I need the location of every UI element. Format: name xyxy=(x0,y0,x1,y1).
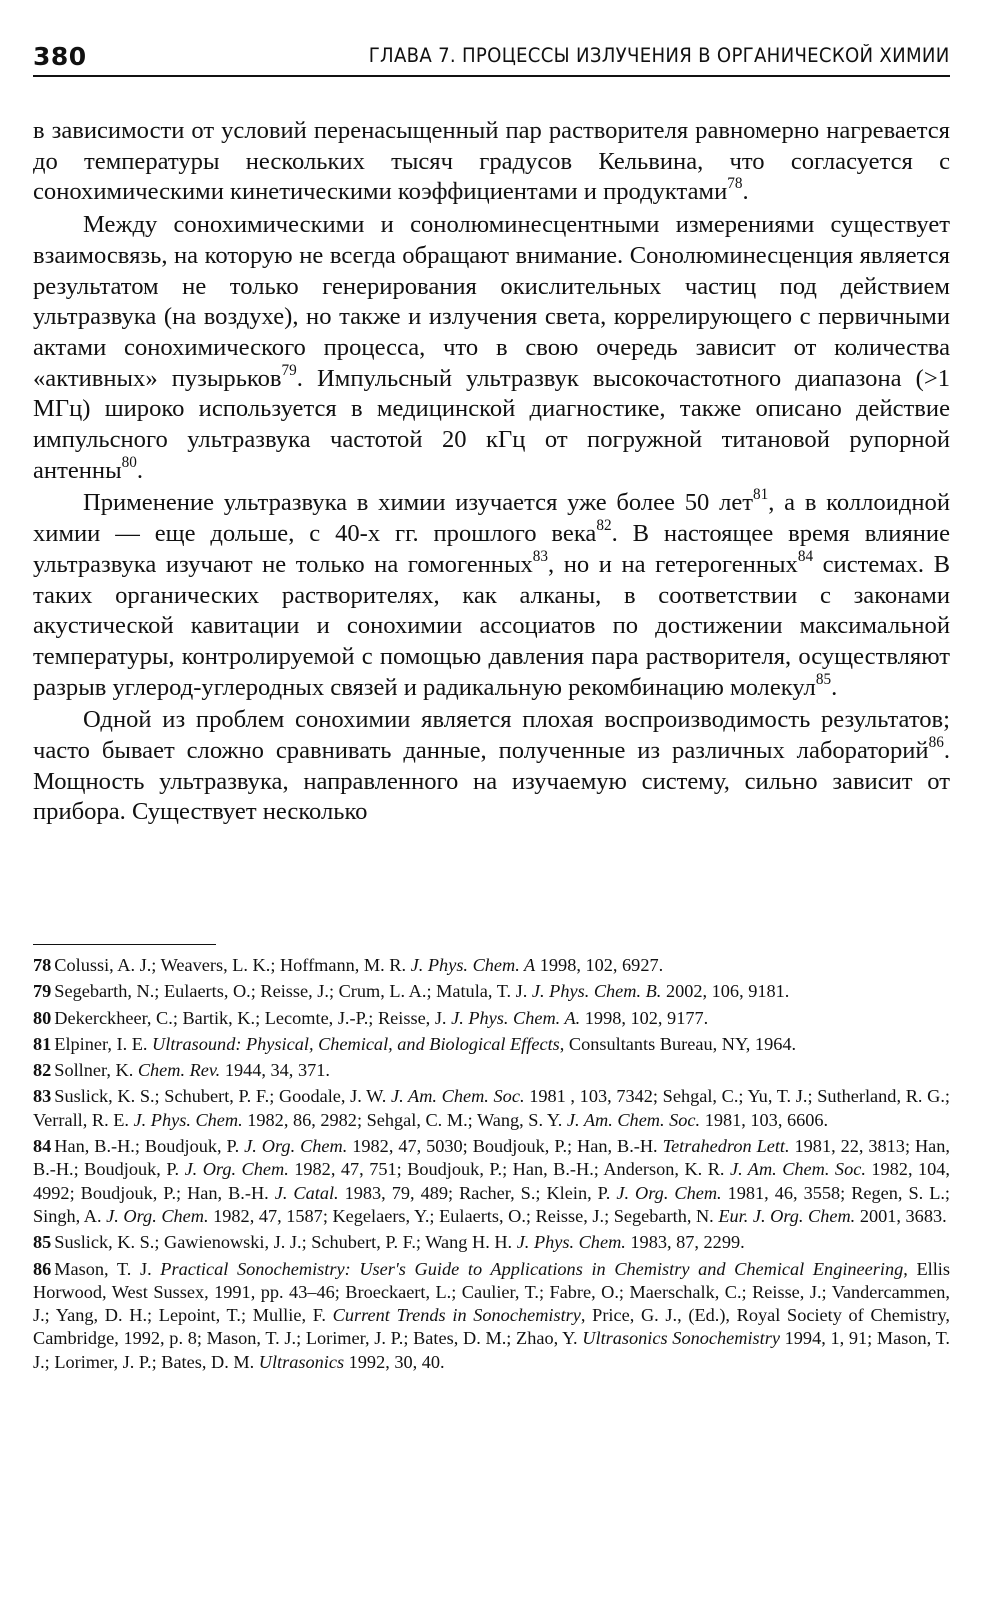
page-number: 380 xyxy=(33,42,87,71)
footnote xyxy=(33,1033,950,1056)
footnote xyxy=(33,1059,950,1082)
italic-text: J. Am. Chem. Soc. xyxy=(566,1109,701,1130)
text-run: Elpiner, I. E. xyxy=(54,1033,153,1054)
text-run: 1982, 47, 5030; Boudjouk, P.; Han, B.-H. xyxy=(347,1136,663,1157)
footnote-ref: 81 xyxy=(753,486,769,504)
italic-text: J. Phys. Chem. A xyxy=(410,955,536,975)
text-run: 1982, 47, 751; Boudjouk, P.; Han, B.-H.; Anderson, K. R. xyxy=(288,1159,730,1180)
text-run: 1992, 30, 40. xyxy=(344,1351,445,1372)
italic-text: J. Org. Chem. xyxy=(616,1182,722,1203)
footnote-number: 78 xyxy=(33,955,52,975)
text-run: . xyxy=(742,178,749,206)
text-run: 2002, 106, 9181. xyxy=(661,981,790,1002)
italic-text: J. Phys. Chem. xyxy=(133,1109,243,1130)
text-run: Han, B.-H.; Boudjouk, P. xyxy=(54,1136,245,1157)
text-run: Одной из проблем сонохимии является плохая воспроизводимость результатов; часто бывает сложно сравнивать данные, полученные из различных лабораторий xyxy=(33,706,950,765)
footnote-number: 85 xyxy=(33,1232,52,1253)
text-run: , Ellis Horwood, West Sussex, 1991, pp. 43–46; Broeckaert, L.; Caulier, T.; Fabre, O.; Maerschalk, C.; Reisse, J.; Vandercammen, J.; Yang, D. H.; Lepoint, T.; Mullie, F. xyxy=(33,1258,950,1326)
text-run: Mason, T. J. xyxy=(54,1258,161,1279)
footnote xyxy=(33,1085,950,1132)
text-run: 1998, 102, 6927. xyxy=(535,955,664,975)
running-head: ГЛАВА 7. ПРОЦЕССЫ ИЗЛУЧЕНИЯ В ОРГАНИЧЕСКОЙ ХИМИИ xyxy=(369,44,950,67)
footnote-ref: 80 xyxy=(121,453,137,471)
paragraph xyxy=(33,210,950,486)
text-run: , Consultants Bureau, NY, 1964. xyxy=(559,1033,797,1054)
text-run: , но и на гетерогенных xyxy=(548,550,798,578)
italic-text: Chem. Rev. xyxy=(137,1060,221,1081)
text-run: 1982, 86, 2982; Sehgal, C. M.; Wang, S. Y. xyxy=(242,1109,567,1130)
italic-text: J. Org. Chem. xyxy=(184,1159,289,1180)
footnote-number: 83 xyxy=(33,1086,52,1107)
italic-text: Ultrasound: Physical, Chemical, and Biological Effects xyxy=(152,1033,560,1054)
text-run: 2001, 3683. xyxy=(855,1205,947,1226)
text-run: . xyxy=(136,456,143,484)
italic-text: Eur. J. Org. Chem. xyxy=(718,1205,856,1226)
text-run: 1983, 79, 489; Racher, S.; Klein, P. xyxy=(338,1182,617,1203)
footnote xyxy=(33,954,950,977)
footnote xyxy=(33,1135,950,1228)
footnote-number: 86 xyxy=(33,1258,52,1279)
text-run: . Мощность ультразвука, направленного на изучаемую систему, сильно зависит от прибора. Существует несколько xyxy=(33,737,950,826)
footnote-number: 81 xyxy=(33,1033,52,1054)
header-rule xyxy=(33,75,950,77)
text-run: 1982, 47, 1587; Kegelaers, Y.; Eulaerts, O.; Reisse, J.; Segebarth, N. xyxy=(208,1205,719,1226)
text-run: 1981 , 103, 7342; Sehgal, C.; Yu, T. J.; Sutherland, R. G.; Verrall, R. E. xyxy=(33,1086,950,1130)
footnote-number: 80 xyxy=(33,1007,52,1028)
text-run: 1983, 87, 2299. xyxy=(625,1232,745,1253)
italic-text: J. Phys. Chem. B. xyxy=(531,981,662,1002)
footnote xyxy=(33,1007,950,1030)
footnote xyxy=(33,1258,950,1374)
text-run: Применение ультразвука в химии изучается уже более 50 лет xyxy=(83,489,754,517)
text-run: , Price, G. J., (Ed.), Royal Society of Chemistry, Cambridge, 1992, p. 8; Mason, T. J.; Lorimer, J. P.; Bates, D. M.; Zhao, Y. xyxy=(33,1305,951,1349)
text-run: , а в коллоидной химии — еще дольше, с 40-х гг. прошлого века xyxy=(33,489,950,548)
footnote-number: 84 xyxy=(33,1136,52,1157)
text-run: . xyxy=(831,673,838,701)
text-run: 1981, 46, 3558; Regen, S. L.; Singh, A. xyxy=(33,1182,951,1226)
text-run: Colussi, A. J.; Weavers, L. K.; Hoffmann, M. R. xyxy=(54,955,411,975)
footnote-separator xyxy=(33,944,216,945)
footnote-number: 79 xyxy=(33,981,52,1002)
text-run: Между сонохимическими и сонолюминесцентными измерениями существует взаимосвязь, на которую не всегда обращают внимание. Сонолюминесценция является результатом не только генерирования окислительных частиц под действием ультразвука (на воздухе), но также и излучения света, коррелирующего с первичными актами сонохимического процесса, что в свою очередь зависит от количества «активных» пузырьков xyxy=(33,211,950,392)
footnote-ref: 84 xyxy=(797,547,814,565)
body-text xyxy=(33,116,950,828)
italic-text: Current Trends in Sonochemistry xyxy=(332,1305,581,1326)
italic-text: J. Catal. xyxy=(274,1182,339,1203)
footnotes xyxy=(33,954,950,1377)
footnote-ref: 82 xyxy=(596,517,612,535)
text-run: в зависимости от условий перенасыщенный пар растворителя равномерно нагревается до температуры нескольких тысяч градусов Кельвина, что согласуется с сонохимическими кинетическими коэффициентами и продуктами xyxy=(33,117,950,206)
italic-text: J. Org. Chem. xyxy=(106,1205,209,1226)
text-run: 1981, 103, 6606. xyxy=(700,1109,829,1130)
footnote-ref: 79 xyxy=(281,361,297,379)
italic-text: J. Phys. Chem. xyxy=(516,1232,626,1253)
paragraph xyxy=(33,488,950,703)
paragraph xyxy=(33,116,950,208)
page-header xyxy=(33,30,950,76)
text-run: 1994, 1, 91; Mason, T. J.; Lorimer, J. P.; Bates, D. M. xyxy=(33,1328,950,1372)
italic-text: J. Org. Chem. xyxy=(244,1136,348,1157)
text-run: 1981, 22, 3813; Han, B.-H.; Boudjouk, P. xyxy=(33,1136,950,1180)
text-run: . В настоящее время влияние ультразвука изучают не только на гомогенных xyxy=(33,520,950,578)
text-run: Suslick, K. S.; Gawienowski, J. J.; Schubert, P. F.; Wang H. H. xyxy=(54,1232,517,1253)
footnote-ref: 85 xyxy=(815,670,832,688)
footnote-ref: 78 xyxy=(727,175,743,193)
italic-text: Practical Sonochemistry: User's Guide to Applications in Chemistry and Chemical Engineering xyxy=(160,1258,904,1279)
paragraph xyxy=(33,705,950,828)
italic-text: J. Am. Chem. Soc. xyxy=(391,1086,525,1107)
text-run: 1944, 34, 371. xyxy=(220,1060,330,1081)
footnote-number: 82 xyxy=(33,1060,52,1081)
text-run: 1982, 104, 4992; Boudjouk, P.; Han, B.-H. xyxy=(33,1159,950,1203)
footnote-ref: 83 xyxy=(532,547,549,565)
italic-text: Ultrasonics Sonochemistry xyxy=(582,1328,780,1349)
footnote xyxy=(33,1231,950,1254)
text-run: Segebarth, N.; Eulaerts, O.; Reisse, J.; Crum, L. A.; Matula, T. J. xyxy=(54,981,532,1002)
footnote xyxy=(33,980,950,1003)
italic-text: J. Phys. Chem. A. xyxy=(451,1007,581,1028)
italic-text: Ultrasonics xyxy=(258,1351,345,1372)
italic-text: Tetrahedron Lett. xyxy=(662,1136,790,1157)
italic-text: J. Am. Chem. Soc. xyxy=(729,1159,866,1180)
text-run: Suslick, K. S.; Schubert, P. F.; Goodale, J. W. xyxy=(54,1086,391,1107)
text-run: 1998, 102, 9177. xyxy=(580,1007,709,1028)
text-run: системах. В таких органических растворителях, как алканы, в соответствии с законами акустической кавитации и сонохимии ассоциатов по достижении максимальной температуры, контролируемой с помощью давления пара растворителя, осуществляют разрыв углерод-углеродных связей и радикальную рекомбинацию молекул xyxy=(33,550,951,701)
text-run: Sollner, K. xyxy=(54,1060,138,1081)
text-run: Dekerckheer, C.; Bartik, K.; Lecomte, J.-P.; Reisse, J. xyxy=(54,1007,452,1028)
text-run: . Импульсный ультразвук высокочастотного диапазона (>1 МГц) широко используется в медицинской диагностике, также описано действие импульсного ультразвука частотой 20 кГц от погружной титановой рупорной антенны xyxy=(33,364,950,484)
footnote-ref: 86 xyxy=(928,734,944,752)
